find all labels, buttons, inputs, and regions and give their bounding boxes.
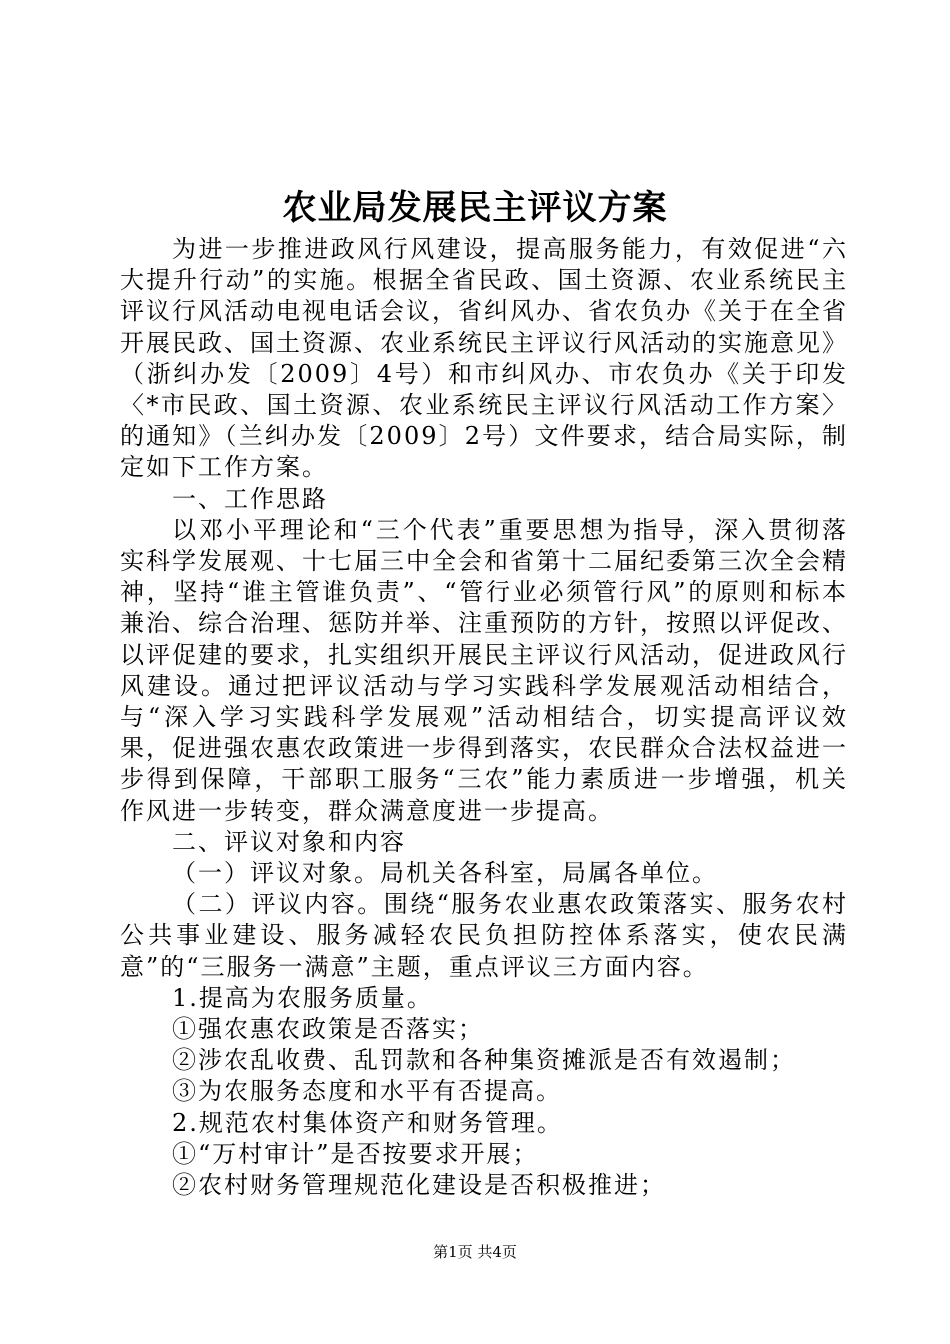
document-title: 农业局发展民主评议方案 [282,188,668,228]
document-body [120,234,848,1201]
review-content-paragraph: （二）评议内容。围绕“服务农业惠农政策落实、服务农村公共事业建设、服务减轻农民负担防控体系落实，使农民满意”的“三服务一满意”主题，重点评议三方面内容。 [120,890,848,981]
list-item: 1.提高为农服务质量。 [172,983,433,1012]
list-item: ①“万村审计”是否按要求开展； [172,1139,539,1168]
intro-paragraph: 为进一步推进政风行风建设，提高服务能力，有效促进“六大提升行动”的实施。根据全省民政、国土资源、农业系统民主评议行风活动电视电话会议，省纠风办、省农负办《关于在全省开展民政、国土资源、农业系统民主评议行风活动的实施意见》（浙纠办发〔2009〕4号）和市纠风办、市农负办《关于印发〈*市民政、国土资源、农业系统民主评议行风活动工作方案〉的通知》（兰纠办发〔2009〕2号）文件要求，结合局实际，制定如下工作方案。 [120,235,848,482]
list-item: ③为农服务态度和水平有否提高。 [172,1077,562,1106]
list-item: 2.规范农村集体资产和财务管理。 [172,1108,563,1137]
page-footer: 第1页 共4页 [433,1243,517,1261]
list-item: ②涉农乱收费、乱罚款和各种集资摊派是否有效遏制； [172,1046,796,1075]
list-item: ②农村财务管理规范化建设是否积极推进； [172,1171,666,1200]
section-heading-work-approach: 一、工作思路 [172,484,328,513]
section-heading-review-targets: 二、评议对象和内容 [172,827,406,856]
review-targets-paragraph: （一）评议对象。局机关各科室，局属各单位。 [172,859,718,888]
work-approach-paragraph: 以邓小平理论和“三个代表”重要思想为指导，深入贯彻落实科学发展观、十七届三中全会和省第十二届纪委第三次全会精神，坚持“谁主管谁负责”、“管行业必须管行风”的原则和标本兼治、综合治理、惩防并举、注重预防的方针，按照以评促改、以评促建的要求，扎实组织开展民主评议行风活动，促进政风行风建设。通过把评议活动与学习实践科学发展观活动相结合，与“深入学习实践科学发展观”活动相结合，切实提高评议效果，促进强农惠农政策进一步得到落实，农民群众合法权益进一步得到保障，干部职工服务“三农”能力素质进一步增强，机关作风进一步转变，群众满意度进一步提高。 [120,515,848,825]
list-item: ①强农惠农政策是否落实； [172,1015,484,1044]
